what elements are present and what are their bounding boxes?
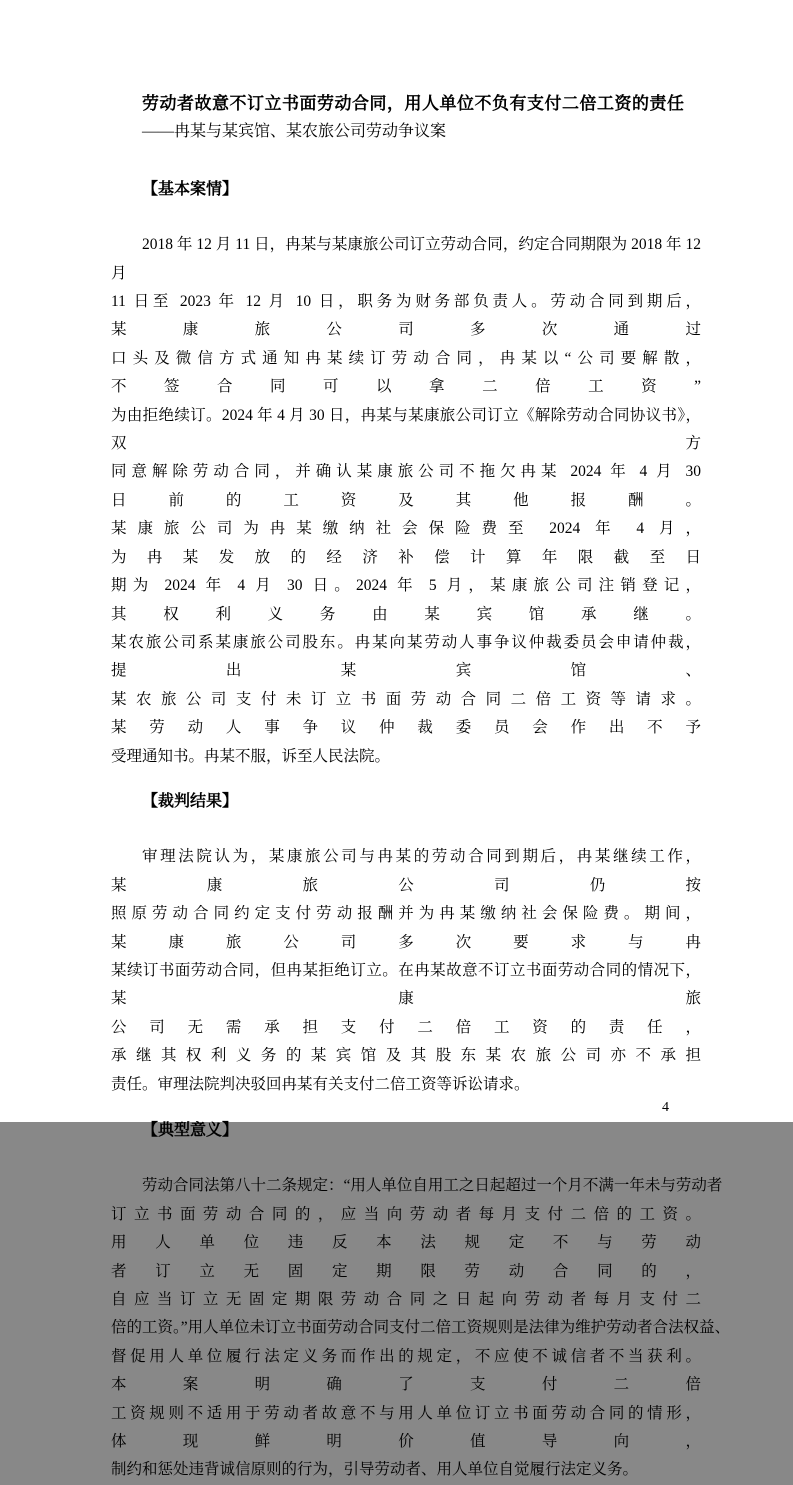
section-body-typical-significance: [111, 1172, 731, 1484]
text-line: 劳动合同法第八十二条规定：“用人单位自用工之日起超过一个月不满一年未与劳动者: [142, 1177, 723, 1195]
text-line: 受理通知书。冉某不服，诉至人民法院。: [111, 747, 391, 765]
page-number: 4: [662, 1100, 669, 1115]
section-heading-basic-facts: 【基本案情】: [142, 180, 239, 198]
text-line: 责任。审理法院判决驳回冉某有关支付二倍工资等诉讼请求。: [111, 1075, 530, 1093]
text-line: 某农旅公司系某康旅公司股东。冉某向某劳动人事争议仲裁委员会申请仲裁，提出某宾馆、: [111, 633, 701, 680]
text-line: 制约和惩处违背诚信原则的行为，引导劳动者、用人单位自觉履行法定义务。: [111, 1461, 639, 1479]
text-line: 某农旅公司支付未订立书面劳动合同二倍工资等请求。某劳动人事争议仲裁委员会作出不予: [111, 690, 701, 737]
text-line: 倍的工资。”用人单位未订立书面劳动合同支付二倍工资规则是法律为维护劳动者合法权益、: [111, 1319, 731, 1337]
section-body-basic-facts: [111, 231, 701, 771]
text-line: 同意解除劳动合同，并确认某康旅公司不拖欠冉某 2024 年 4 月 30 日前的工资及其他报酬。: [111, 463, 701, 509]
text-line: 照原劳动合同约定支付劳动报酬并为冉某缴纳社会保险费。期间，某康旅公司多次要求与冉: [111, 905, 701, 951]
text-line: 某续订书面劳动合同，但冉某拒绝订立。在冉某故意不订立书面劳动合同的情况下，某康旅: [111, 961, 701, 1008]
section-heading-typical-significance: 【典型意义】: [142, 1122, 239, 1139]
text-line: 口头及微信方式通知冉某续订劳动合同，冉某以“公司要解散，不签合同可以拿二倍工资”: [111, 349, 701, 396]
text-line: 期为 2024 年 4 月 30 日。2024 年 5 月，某康旅公司注销登记，其权利义务由某宾馆承继。: [111, 577, 701, 623]
document-content: [111, 0, 731, 1485]
text-line: 工资规则不适用于劳动者故意不与用人单位订立书面劳动合同的情形，体现鲜明价值导向，: [111, 1404, 701, 1451]
text-line: 11 日至 2023 年 12 月 10 日，职务为财务部负责人。劳动合同到期后，某康旅公司多次通过: [111, 293, 701, 339]
section-body-judgment-result: [111, 843, 701, 1099]
text-line: 督促用人单位履行法定义务而作出的规定，不应使不诚信者不当获利。本案明确了支付二倍: [111, 1347, 701, 1394]
document-subtitle: ——冉某与某宾馆、某农旅公司劳动争议案: [142, 123, 447, 141]
text-line: 2018 年 12 月 11 日，冉某与某康旅公司订立劳动合同，约定合同期限为 2018 年 12 月: [111, 236, 701, 282]
text-line: 某康旅公司为冉某缴纳社会保险费至 2024 年 4 月，为冉某发放的经济补偿计算年限截至日: [111, 520, 701, 566]
document-title: 劳动者故意不订立书面劳动合同，用人单位不负有支付二倍工资的责任: [142, 94, 685, 113]
text-line: 为由拒绝续订。2024 年 4 月 30 日，冉某与某康旅公司订立《解除劳动合同协议书》，双方: [111, 406, 701, 453]
text-line: 公司无需承担支付二倍工资的责任，承继其权利义务的某宾馆及其股东某农旅公司亦不承担: [111, 1018, 701, 1065]
text-line: 订立书面劳动合同的，应当向劳动者每月支付二倍的工资。用人单位违反本法规定不与劳动: [111, 1205, 701, 1252]
section-heading-judgment-result: 【裁判结果】: [142, 792, 239, 810]
text-line: 者订立无固定期限劳动合同的，自应当订立无固定期限劳动合同之日起向劳动者每月支付二: [111, 1262, 701, 1309]
text-line: 审理法院认为，某康旅公司与冉某的劳动合同到期后，冉某继续工作，某康旅公司仍按: [111, 848, 701, 894]
